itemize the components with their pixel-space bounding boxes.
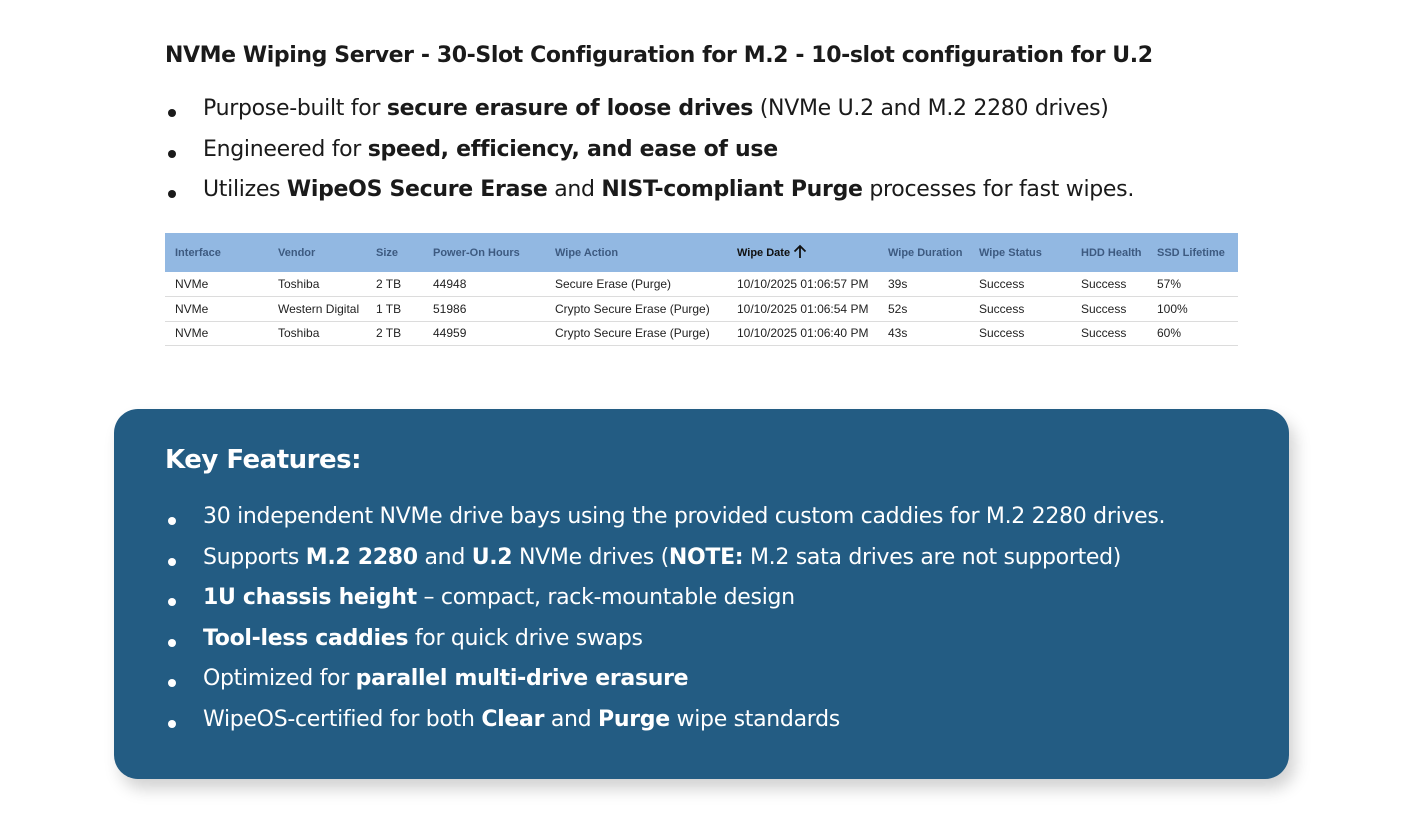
table-cell: Toshiba xyxy=(278,326,320,341)
feature-item-4: Tool-less caddies for quick drive swaps xyxy=(165,623,1165,664)
table-cell: 10/10/2025 01:06:54 PM xyxy=(737,301,869,316)
table-header-row xyxy=(165,233,1238,272)
table-cell: 60% xyxy=(1157,326,1182,341)
table-cell: Success xyxy=(979,277,1025,291)
column-header-interface[interactable]: Interface xyxy=(175,246,221,259)
column-header-vendor[interactable]: Vendor xyxy=(278,246,316,259)
column-header-hdd-health[interactable]: HDD Health xyxy=(1081,246,1142,259)
page-title: NVMe Wiping Server - 30-Slot Configuration for M.2 - 10-slot configuration for U.2 xyxy=(165,43,1153,68)
table-cell: Success xyxy=(1081,326,1127,341)
table-cell: Crypto Secure Erase (Purge) xyxy=(555,301,710,316)
table-cell: Success xyxy=(979,301,1025,316)
feature-item-6: WipeOS-certified for both Clear and Purge wipe standards xyxy=(165,704,1165,745)
column-header-wipe-duration[interactable]: Wipe Duration xyxy=(888,246,963,259)
intro-bullet-2: Engineered for speed, efficiency, and ease of use xyxy=(165,134,1134,175)
table-cell: NVMe xyxy=(175,326,209,341)
table-cell: 100% xyxy=(1157,301,1188,316)
key-features-title: Key Features: xyxy=(165,445,361,475)
feature-item-3: 1U chassis height – compact, rack-mountable design xyxy=(165,582,1165,623)
column-header-size[interactable]: Size xyxy=(376,246,399,259)
table-cell: 44959 xyxy=(433,326,467,341)
table-cell: 51986 xyxy=(433,301,467,316)
arrow-up-icon xyxy=(793,244,807,262)
wipe-results-table xyxy=(165,233,1238,346)
table-cell: 10/10/2025 01:06:57 PM xyxy=(737,277,869,291)
table-row[interactable] xyxy=(165,321,1238,346)
table-cell: 44948 xyxy=(433,277,467,291)
table-cell: NVMe xyxy=(175,277,209,291)
feature-item-1: 30 independent NVMe drive bays using the provided custom caddies for M.2 2280 drives. xyxy=(165,501,1165,542)
table-cell: 2 TB xyxy=(376,277,402,291)
table-cell: Toshiba xyxy=(278,277,320,291)
column-header-wipe-date[interactable]: Wipe Date xyxy=(727,233,878,272)
column-header-ssd-lifetime[interactable]: SSD Lifetime xyxy=(1157,246,1225,259)
column-header-power-on-hours[interactable]: Power-On Hours xyxy=(433,246,520,259)
table-cell: Success xyxy=(979,326,1025,341)
table-cell: 39s xyxy=(888,277,908,291)
table-cell: Success xyxy=(1081,301,1127,316)
table-cell: 43s xyxy=(888,326,908,341)
table-cell: Secure Erase (Purge) xyxy=(555,277,672,291)
table-cell: Western Digital xyxy=(278,301,360,316)
wipe-results-table-screenshot xyxy=(165,233,1238,346)
intro-bullet-list xyxy=(165,93,1134,215)
table-row[interactable] xyxy=(165,297,1238,322)
table-cell: 1 TB xyxy=(376,301,402,316)
table-cell: Success xyxy=(1081,277,1127,291)
column-header-wipe-status[interactable]: Wipe Status xyxy=(979,246,1042,259)
intro-bullet-1: Purpose-built for secure erasure of loose drives (NVMe U.2 and M.2 2280 drives) xyxy=(165,93,1134,134)
column-header-wipe-action[interactable]: Wipe Action xyxy=(555,246,619,259)
feature-item-5: Optimized for parallel multi-drive erasure xyxy=(165,663,1165,704)
table-cell: 52s xyxy=(888,301,908,316)
key-features-panel xyxy=(114,409,1289,779)
feature-item-2: Supports M.2 2280 and U.2 NVMe drives (NOTE: M.2 sata drives are not supported) xyxy=(165,542,1165,583)
intro-bullet-3: Utilizes WipeOS Secure Erase and NIST-compliant Purge processes for fast wipes. xyxy=(165,174,1134,215)
table-cell: Crypto Secure Erase (Purge) xyxy=(555,326,710,341)
table-cell: 10/10/2025 01:06:40 PM xyxy=(737,326,869,341)
table-cell: NVMe xyxy=(175,301,209,316)
table-row[interactable] xyxy=(165,272,1238,297)
key-features-list xyxy=(165,501,1165,744)
table-cell: 57% xyxy=(1157,277,1182,291)
table-cell: 2 TB xyxy=(376,326,402,341)
